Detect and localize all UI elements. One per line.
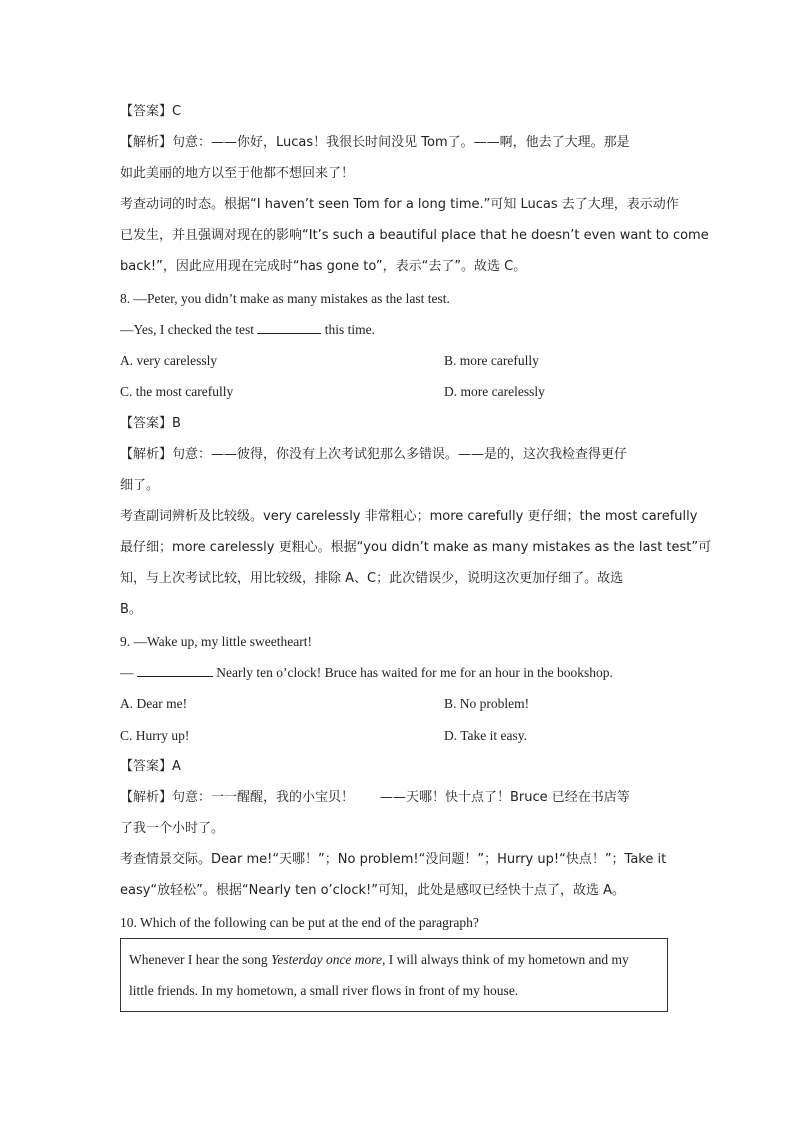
q8-analysis-line: 知，与上次考试比较，用比较级，排除 A、C；此次错误少，说明这次更加仔细了。故选 xyxy=(120,571,624,586)
q8-analysis-line: 最仔细；more carelessly 更粗心。根据“you didn’t make as many mistakes as the last test”可 xyxy=(120,540,712,555)
q7-answer: 【答案】C xyxy=(120,104,182,119)
q8-analysis-line: 【解析】句意：——彼得，你没有上次考试犯那么多错误。——是的，这次我检查得更仔 xyxy=(120,447,628,462)
q9-option-b: B. No problem! xyxy=(444,696,530,711)
q8-stem-line xyxy=(120,320,680,340)
fill-in-blank xyxy=(257,320,321,334)
q8-option-c: C. the most carefully xyxy=(120,384,234,399)
q8-stem-line: 8. —Peter, you didn’t make as many mistakes as the last test. xyxy=(120,291,450,306)
passage-line: little friends. In my hometown, a small river flows in front of my house. xyxy=(129,983,519,998)
q8-stem-text: this time. xyxy=(321,322,375,337)
q9-option-d: D. Take it easy. xyxy=(444,728,528,743)
q9-analysis-line: 考查情景交际。Dear me!“天哪！”；No problem!“没问题！”；Hurry up!“快点！”；Take it xyxy=(120,852,667,867)
q9-answer: 【答案】A xyxy=(120,759,181,774)
q8-answer: 【答案】B xyxy=(120,416,181,431)
q9-analysis-line: easy“放轻松”。根据“Nearly ten o’clock!”可知，此处是感叹已经快十点了，故选 A。 xyxy=(120,883,626,898)
reading-passage-box xyxy=(120,938,668,1012)
song-title: Yesterday once more xyxy=(271,952,383,967)
passage-line xyxy=(129,950,629,970)
q9-stem-line: 9. —Wake up, my little sweetheart! xyxy=(120,634,312,649)
q8-stem-text: —Yes, I checked the test xyxy=(120,322,258,337)
q7-analysis-line: back!”，因此应用现在完成时“has gone to”，表示“去了”。故选 C。 xyxy=(120,259,527,274)
fill-in-blank xyxy=(137,663,213,677)
q9-stem-line xyxy=(120,663,680,683)
q9-stem-text: Nearly ten o’clock! Bruce has waited for me for an hour in the bookshop. xyxy=(212,665,613,680)
q9-stem-text: — xyxy=(120,665,137,680)
q8-option-a: A. very carelessly xyxy=(120,353,218,368)
q7-analysis-line: 已发生，并且强调对现在的影响“It’s such a beautiful place that he doesn’t even want to come xyxy=(120,228,709,243)
passage-text: Whenever I hear the song xyxy=(129,952,272,967)
q9-option-c: C. Hurry up! xyxy=(120,728,190,743)
q9-analysis-line: 【解析】句意：一一醒醒，我的小宝贝！ ——天哪！快十点了！Bruce 已经在书店等 xyxy=(120,790,630,805)
q8-analysis-line: B。 xyxy=(120,602,142,617)
passage-text: , I will always think of my hometown and my xyxy=(382,952,629,967)
q8-option-b: B. more carefully xyxy=(444,353,539,368)
q9-analysis-line: 了我一个小时了。 xyxy=(120,821,225,836)
q8-option-d: D. more carelessly xyxy=(444,384,545,399)
q8-analysis-line: 细了。 xyxy=(120,478,160,493)
q9-option-a: A. Dear me! xyxy=(120,696,188,711)
q7-analysis-line: 【解析】句意：——你好，Lucas！我很长时间没见 Tom了。——啊，他去了大理。那是 xyxy=(120,135,630,150)
q10-stem: 10. Which of the following can be put at the end of the paragraph? xyxy=(120,915,479,930)
q7-analysis-line: 如此美丽的地方以至于他都不想回来了！ xyxy=(120,166,355,181)
q8-analysis-line: 考查副词辨析及比较级。very carelessly 非常粗心；more carefully 更仔细；the most carefully xyxy=(120,509,698,524)
q7-analysis-line: 考查动词的时态。根据“I haven’t seen Tom for a long time.”可知 Lucas 去了大理，表示动作 xyxy=(120,197,679,212)
